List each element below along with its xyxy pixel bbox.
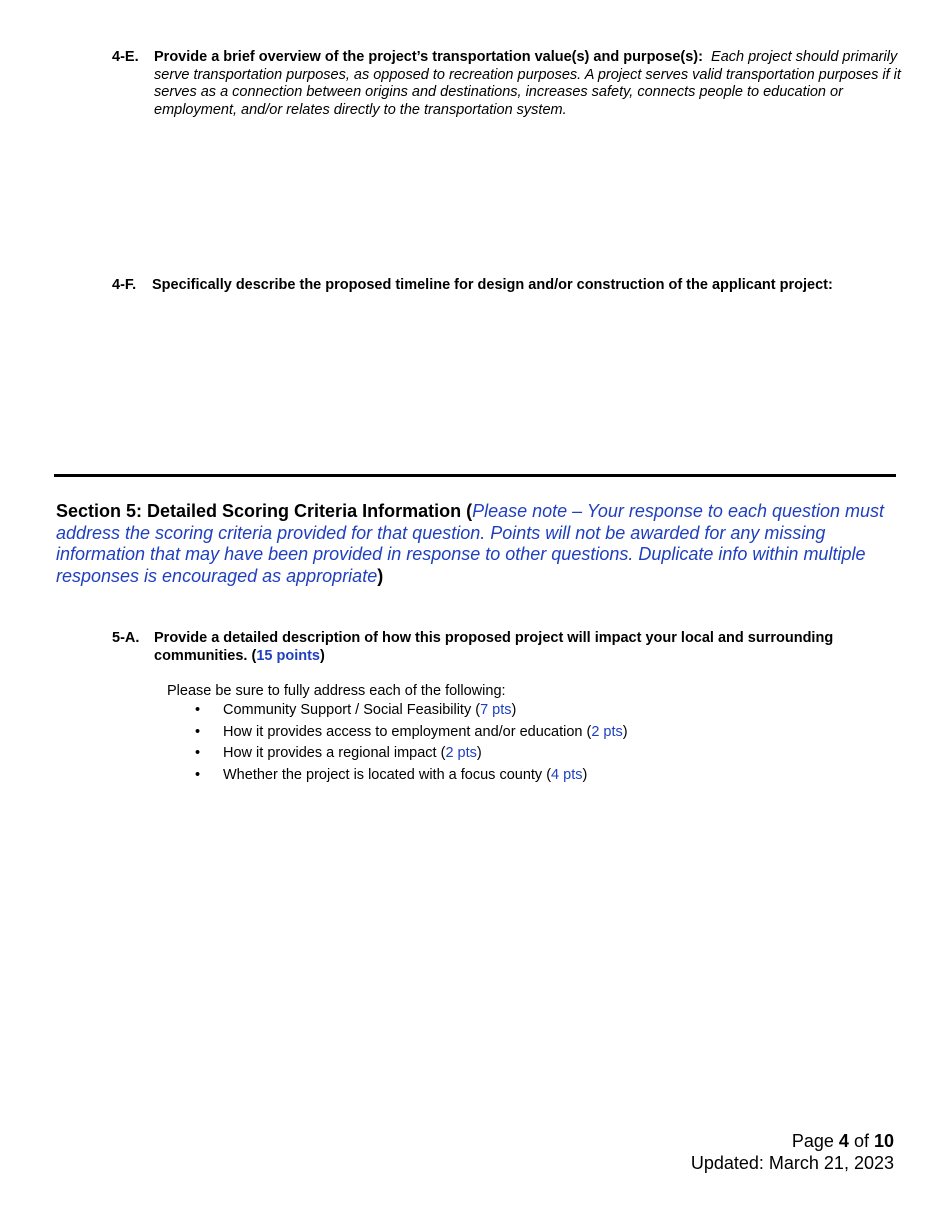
page-number — [691, 1131, 894, 1153]
page-current: 4 — [838, 1131, 849, 1151]
question-title: Provide a brief overview of the project’s transportation value(s) and purpose(s): — [154, 49, 703, 65]
section-divider — [54, 474, 896, 477]
criterion-close: ) — [511, 702, 517, 718]
section-5-heading — [56, 501, 896, 588]
points-value: 15 points — [256, 647, 320, 664]
question-4e — [112, 49, 902, 119]
criterion-text: How it provides access to employment and/or education ( — [223, 723, 592, 740]
close-paren: ) — [377, 566, 384, 587]
criterion-points: 4 pts — [551, 767, 583, 784]
question-title: Provide a detailed description of how this proposed project will impact your local and surrounding communities. — [154, 630, 834, 664]
criterion-text: How it provides a regional impact ( — [223, 745, 446, 762]
page-total: 10 — [873, 1131, 894, 1151]
question-title: Specifically describe the proposed timeline for design and/or construction of the applicant project: — [152, 277, 833, 293]
criterion-text: Whether the project is located with a focus county ( — [223, 767, 552, 784]
bullet-icon: • — [195, 745, 201, 762]
criterion-close: ) — [476, 745, 482, 762]
question-4f — [112, 277, 902, 295]
question-number: 4-F. — [112, 277, 137, 293]
points-open: ( — [251, 647, 257, 664]
criterion-close: ) — [622, 723, 628, 740]
question-body — [154, 630, 902, 665]
bullet-icon: • — [195, 723, 201, 740]
updated-date: Updated: March 21, 2023 — [690, 1152, 894, 1173]
question-body — [154, 49, 902, 119]
criterion-text: Community Support / Social Feasibility ( — [223, 702, 481, 718]
bullet-icon: • — [195, 702, 201, 718]
page-footer — [691, 1131, 894, 1174]
section-label: Section 5: Detailed Scoring Criteria Information — [56, 501, 462, 521]
criterion-points: 2 pts — [445, 745, 477, 762]
section-note: Please note – Your response to each question must address the scoring criteria provided for that question. Points will not be awarded for any missing information that may have been provided in response to other questions. Duplicate info within multiple responses is encouraged as appropriate — [56, 501, 885, 587]
points-close: ) — [320, 647, 325, 664]
criteria-intro: Please be sure to fully address each of the following: — [167, 683, 506, 699]
question-number: 5-A. — [112, 630, 140, 646]
page-prefix: Page — [791, 1131, 834, 1151]
question-note: Each project should primarily serve transportation purposes, as opposed to recreation purposes. A project serves valid transportation purposes if it serves as a connection between origins and destinations, increases safety, connects people to education or employment, and/or relates directly to the transportation system. — [154, 49, 901, 118]
question-number: 4-E. — [112, 49, 139, 65]
bullet-icon: • — [195, 767, 201, 784]
criterion-close: ) — [582, 767, 588, 784]
criterion-points: 2 pts — [591, 723, 623, 740]
question-body — [152, 277, 902, 295]
criterion-points: 7 pts — [480, 702, 512, 718]
open-paren: ( — [466, 501, 473, 521]
page-of: of — [853, 1131, 869, 1151]
question-5a — [112, 630, 902, 665]
